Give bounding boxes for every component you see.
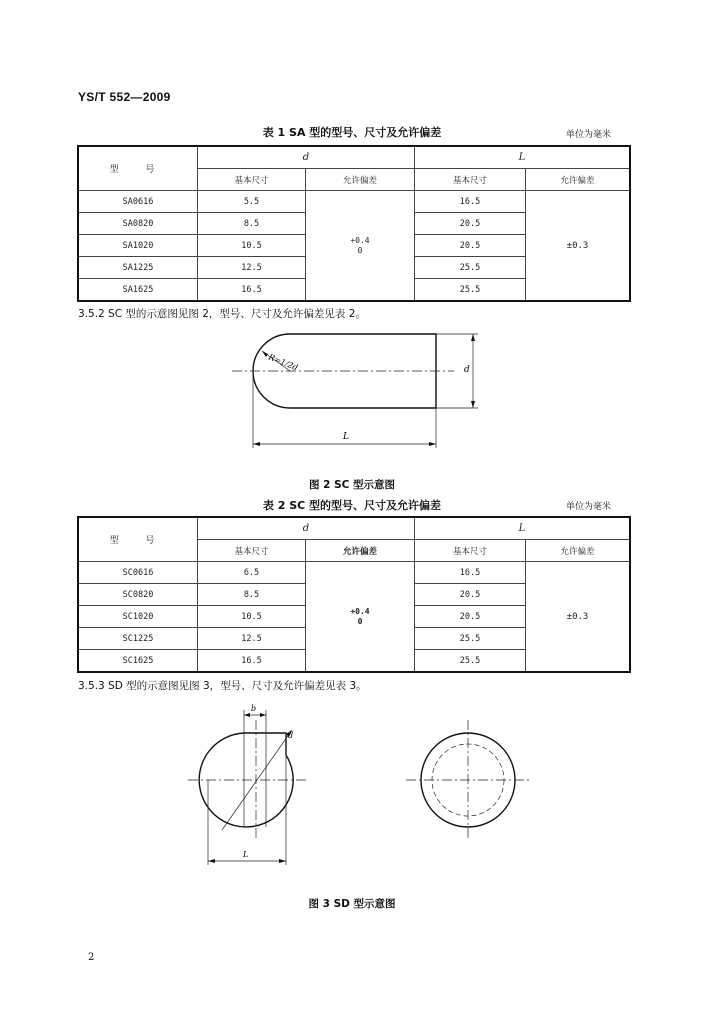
table1-model: SA1225 [78, 257, 198, 279]
table2-model: SC1225 [78, 628, 198, 650]
table1-d: 16.5 [198, 279, 306, 302]
table1-d: 8.5 [198, 213, 306, 235]
standard-number: YS/T 552—2009 [78, 90, 171, 104]
table2-d-tolerance [306, 562, 415, 673]
table2-sub-tol-d: 允许偏差 [306, 540, 415, 562]
table2-sub-tol-L: 允许偏差 [526, 540, 631, 562]
fig2-label-L: L [343, 432, 349, 442]
table2-L: 25.5 [415, 650, 526, 673]
figure3-caption: 图 3 SD 型示意图 [308, 898, 396, 910]
table1-L: 20.5 [415, 213, 526, 235]
table-row [78, 191, 630, 213]
table1-col-model: 型 号 [78, 146, 198, 191]
table1-title: 表 1 SA 型的型号、尺寸及允许偏差 [262, 126, 442, 139]
table2 [77, 516, 631, 673]
table1-col-d: d [198, 146, 415, 169]
fig2-label-R: R=1/2d [267, 352, 300, 373]
table2-model: SC1625 [78, 650, 198, 673]
figure2-drawing [228, 326, 488, 454]
table2-d: 10.5 [198, 606, 306, 628]
table2-d-tol-lower: 0 [357, 616, 363, 626]
section-3-5-3: 3.5.3 SD 型的示意图见图 3，型号、尺寸及允许偏差见表 3。 [78, 680, 367, 692]
table1-d-tolerance [306, 191, 415, 302]
table1-sub-tol-L: 允许偏差 [526, 169, 631, 191]
table2-L: 20.5 [415, 606, 526, 628]
table2-d: 16.5 [198, 650, 306, 673]
table1-L: 25.5 [415, 257, 526, 279]
table-row [78, 562, 630, 584]
table1-L: 25.5 [415, 279, 526, 302]
table1-L-tolerance: ±0.3 [526, 191, 631, 302]
fig3-label-L: L [243, 850, 249, 859]
table2-L: 20.5 [415, 584, 526, 606]
page-number: 2 [88, 952, 95, 963]
table1-L: 20.5 [415, 235, 526, 257]
table2-model: SC0616 [78, 562, 198, 584]
table1-sub-basic-d: 基本尺寸 [198, 169, 306, 191]
table2-model: SC1020 [78, 606, 198, 628]
table2-d-tol-upper: +0.4 [350, 606, 370, 616]
table1-d-tol-upper: +0.4 [350, 235, 370, 245]
table1-model: SA1625 [78, 279, 198, 302]
fig3-label-d: d [288, 731, 294, 740]
table1-model: SA1020 [78, 235, 198, 257]
table2-sub-basic-L: 基本尺寸 [415, 540, 526, 562]
fig2-label-d: d [464, 365, 470, 375]
figure3-drawing [188, 700, 538, 870]
table2-col-model: 型 号 [78, 517, 198, 562]
table1-d: 12.5 [198, 257, 306, 279]
fig3-label-b: b [251, 704, 257, 713]
table2-L: 16.5 [415, 562, 526, 584]
table2-d: 8.5 [198, 584, 306, 606]
table2-d: 12.5 [198, 628, 306, 650]
table1 [77, 145, 631, 302]
table1-model: SA0820 [78, 213, 198, 235]
table1-d: 5.5 [198, 191, 306, 213]
table1-model: SA0616 [78, 191, 198, 213]
table1-sub-basic-L: 基本尺寸 [415, 169, 526, 191]
table2-col-d: d [198, 517, 415, 540]
table1-d: 10.5 [198, 235, 306, 257]
table2-sub-basic-d: 基本尺寸 [198, 540, 306, 562]
table2-title: 表 2 SC 型的型号、尺寸及允许偏差 [262, 499, 442, 512]
table1-L: 16.5 [415, 191, 526, 213]
table1-d-tol-lower: 0 [357, 245, 363, 255]
section-3-5-2: 3.5.2 SC 型的示意图见图 2，型号、尺寸及允许偏差见表 2。 [78, 308, 366, 320]
table2-model: SC0820 [78, 584, 198, 606]
table1-sub-tol-d: 允许偏差 [306, 169, 415, 191]
table2-L: 25.5 [415, 628, 526, 650]
table2-d: 6.5 [198, 562, 306, 584]
figure2-caption: 图 2 SC 型示意图 [308, 479, 396, 491]
table2-L-tolerance: ±0.3 [526, 562, 631, 673]
table1-unit: 单位为毫米 [566, 130, 612, 140]
table1-col-L: L [415, 146, 631, 169]
table2-unit: 单位为毫米 [566, 502, 612, 512]
table2-col-L: L [415, 517, 631, 540]
